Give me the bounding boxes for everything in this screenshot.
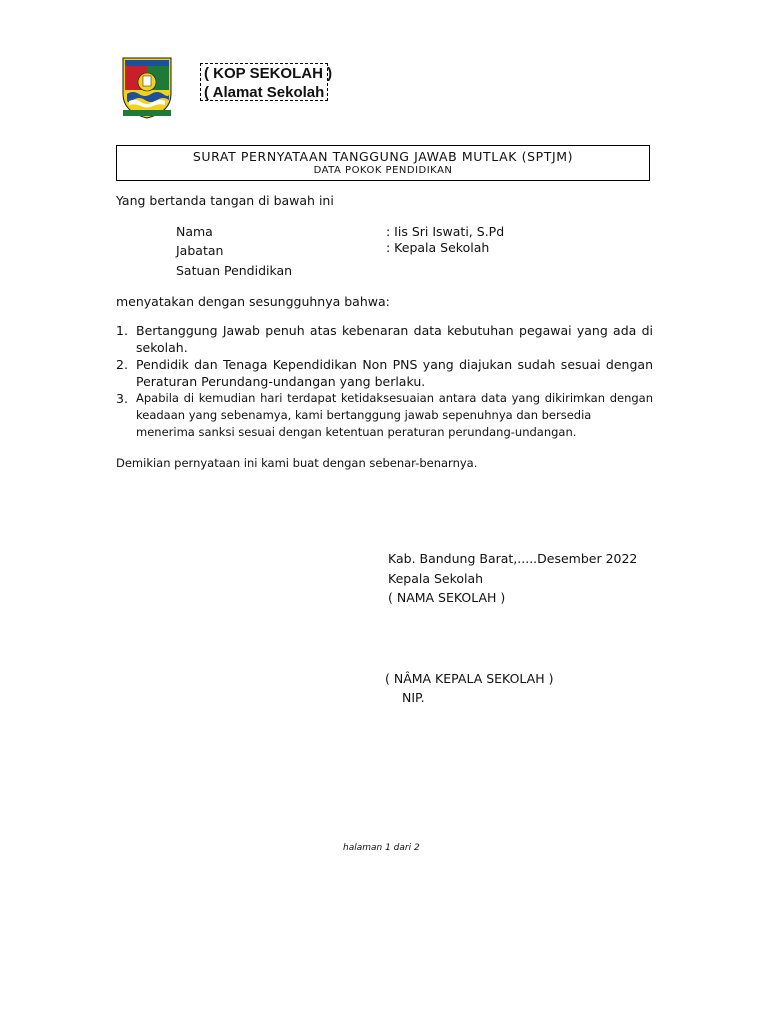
signature-place-date: Kab. Bandung Barat,.....Desember 2022 — [388, 551, 638, 566]
list-text-part2: menerima sanksi sesuai dengan ketentuan peraturan perundang-undangan. — [136, 425, 577, 439]
list-text-part1: Apabila di kemudian hari terdapat ketidaksesuaian antara data yang dikirimkan dengan keadaan yang sebenamya, kami bertanggung jawab sepenuhnya dan bersedia — [136, 391, 653, 422]
intro-text: Yang bertanda tangan di bawah ini — [116, 193, 334, 208]
title-box — [116, 145, 650, 181]
list-item — [116, 390, 653, 441]
list-number: 2. — [116, 357, 128, 372]
list-text: Bertanggung Jawab penuh atas kebenaran data kebutuhan pegawai yang ada di sekolah. — [136, 323, 653, 355]
document-subtitle: DATA POKOK PENDIDIKAN — [313, 165, 453, 176]
signature-school: ( NAMA SEKOLAH ) — [388, 590, 506, 605]
document-title: SURAT PERNYATAAN TANGGUNG JAWAB MUTLAK (SPTJM) — [192, 149, 574, 164]
field-label-satuan: Satuan Pendidikan — [176, 263, 293, 278]
field-label-jabatan: Jabatan — [176, 243, 224, 258]
list-item — [116, 356, 653, 390]
statement-list — [116, 322, 653, 441]
list-number: 1. — [116, 323, 128, 338]
page-footer: halaman 1 dari 2 — [343, 843, 420, 853]
closing-text: Demikian pernyataan ini kami buat dengan sebenar-benarnya. — [116, 456, 478, 470]
regency-emblem-icon — [119, 54, 175, 120]
field-value-nama: : Iis Sri Iswati, S.Pd — [386, 224, 505, 239]
kop-line1: ( KOP SEKOLAH ) — [204, 65, 333, 82]
list-item — [116, 322, 653, 356]
letterhead-placeholder — [200, 63, 333, 101]
field-label-nama: Nama — [176, 224, 213, 239]
signature-name: ( NÂMA KEPALA SEKOLAH ) — [385, 671, 554, 686]
signature-position: Kepala Sekolah — [388, 571, 484, 586]
list-number: 3. — [116, 391, 128, 406]
field-value-jabatan: : Kepala Sekolah — [386, 240, 490, 255]
statement-text: menyatakan dengan sesungguhnya bahwa: — [116, 294, 390, 309]
kop-line2: ( Alamat Sekolah — [204, 84, 325, 101]
list-text — [136, 390, 653, 441]
signature-nip: NIP. — [402, 690, 425, 705]
list-text: Pendidik dan Tenaga Kependidikan Non PNS yang diajukan sudah sesuai dengan Peraturan Perundang-undangan yang berlaku. — [136, 357, 653, 389]
